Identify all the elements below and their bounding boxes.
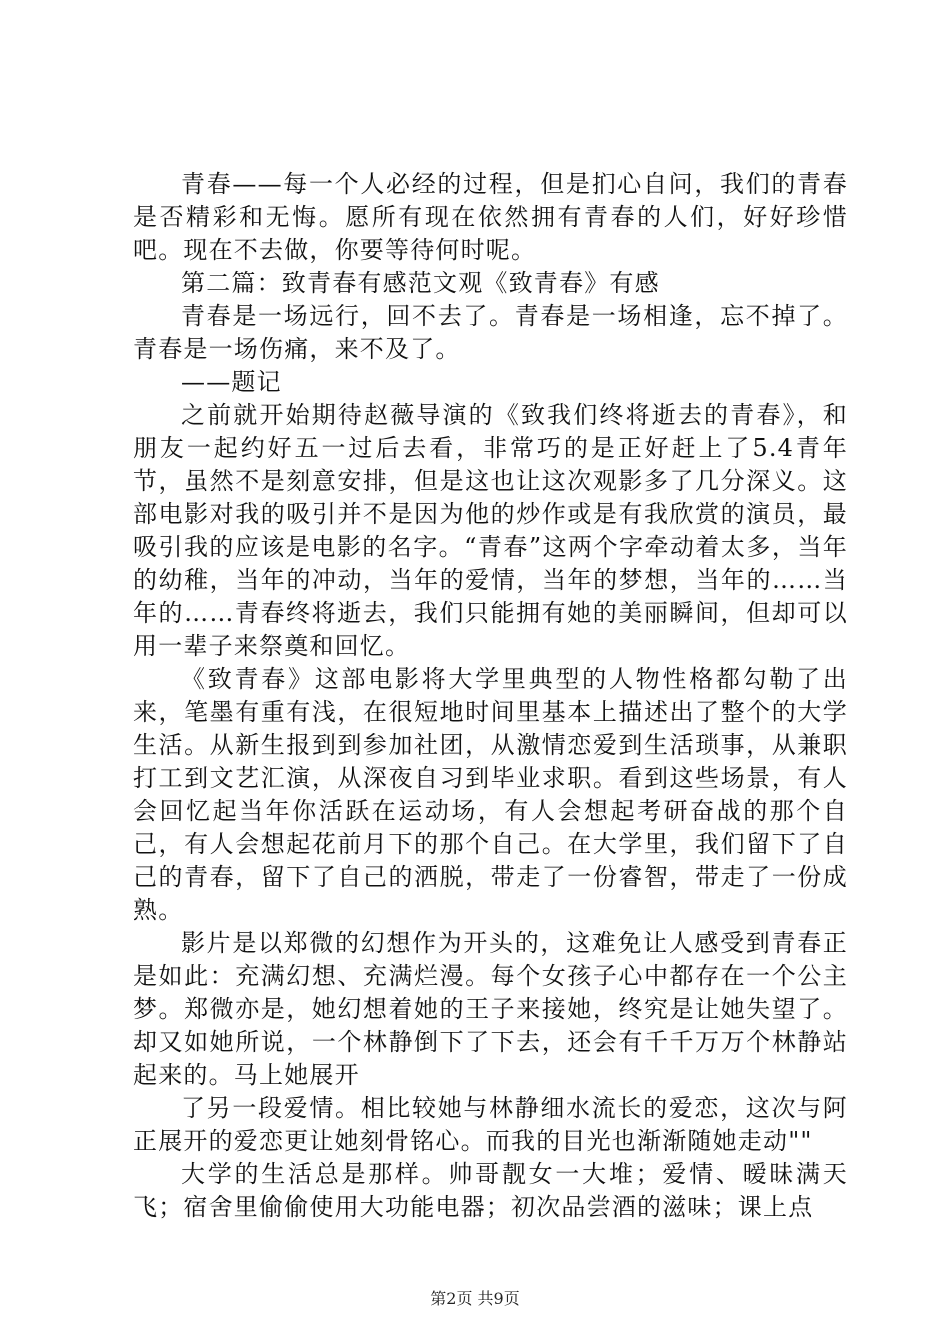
- section-heading: 第二篇：致青春有感范文观《致青春》有感: [181, 269, 660, 297]
- paragraph-youth-reflection: 青春——每一个人必经的过程，但是扪心自问，我们的青春是否精彩和无悔。愿所有现在依然拥有青春的人们，好好珍惜吧。现在不去做，你要等待何时呢。: [133, 170, 848, 264]
- document-body: [133, 168, 848, 1224]
- paragraph-zheng-wei: 影片是以郑微的幻想作为开头的，这难免让人感受到青春正是如此：充满幻想、充满烂漫。每个女孩子心中都存在一个公主梦。郑微亦是，她幻想着她的王子来接她，终究是让她失望了。却又如她所说，一个林静倒下了下去，还会有千千万万个林静站起来的。马上她展开: [133, 929, 848, 1089]
- paragraph-college-life: 《致青春》这部电影将大学里典型的人物性格都勾勒了出来，笔墨有重有浅，在很短地时间里基本上描述出了整个的大学生活。从新生报到到参加社团，从激情恋爱到生活琐事，从兼职打工到文艺汇演，从深夜自习到毕业求职。看到这些场景，有人会回忆起当年你活跃在运动场，有人会想起考研奋战的那个自己，有人会想起花前月下的那个自己。在大学里，我们留下了自己的青春，留下了自己的洒脱，带走了一份睿智，带走了一份成熟。: [133, 665, 848, 924]
- epigraph: 青春是一场远行，回不去了。青春是一场相逢，忘不掉了。青春是一场伤痛，来不及了。: [133, 302, 848, 363]
- paragraph-university: 大学的生活总是那样。帅哥靓女一大堆；爱情、暧昧满天飞；宿舍里偷偷使用大功能电器；初次品尝酒的滋味；课上点: [133, 1160, 848, 1221]
- epigraph-attribution: ——题记: [181, 368, 282, 396]
- paragraph-anticipation: 之前就开始期待赵薇导演的《致我们终将逝去的青春》，和朋友一起约好五一过后去看，非常巧的是正好赶上了5.4青年节，虽然不是刻意安排，但是这也让这次观影多了几分深义。这部电影对我的吸引并不是因为他的炒作或是有我欣赏的演员，最吸引我的应该是电影的名字。“青春”这两个字牵动着太多，当年的幼稚，当年的冲动，当年的爱情，当年的梦想，当年的……当年的……青春终将逝去，我们只能拥有她的美丽瞬间，但却可以用一辈子来祭奠和回忆。: [133, 401, 848, 660]
- page-number: 第2页 共9页: [430, 1289, 520, 1308]
- paragraph-new-love: 了另一段爱情。相比较她与林静细水流长的爱恋，这次与阿正展开的爱恋更让她刻骨铭心。而我的目光也渐渐随她走动"": [133, 1094, 848, 1155]
